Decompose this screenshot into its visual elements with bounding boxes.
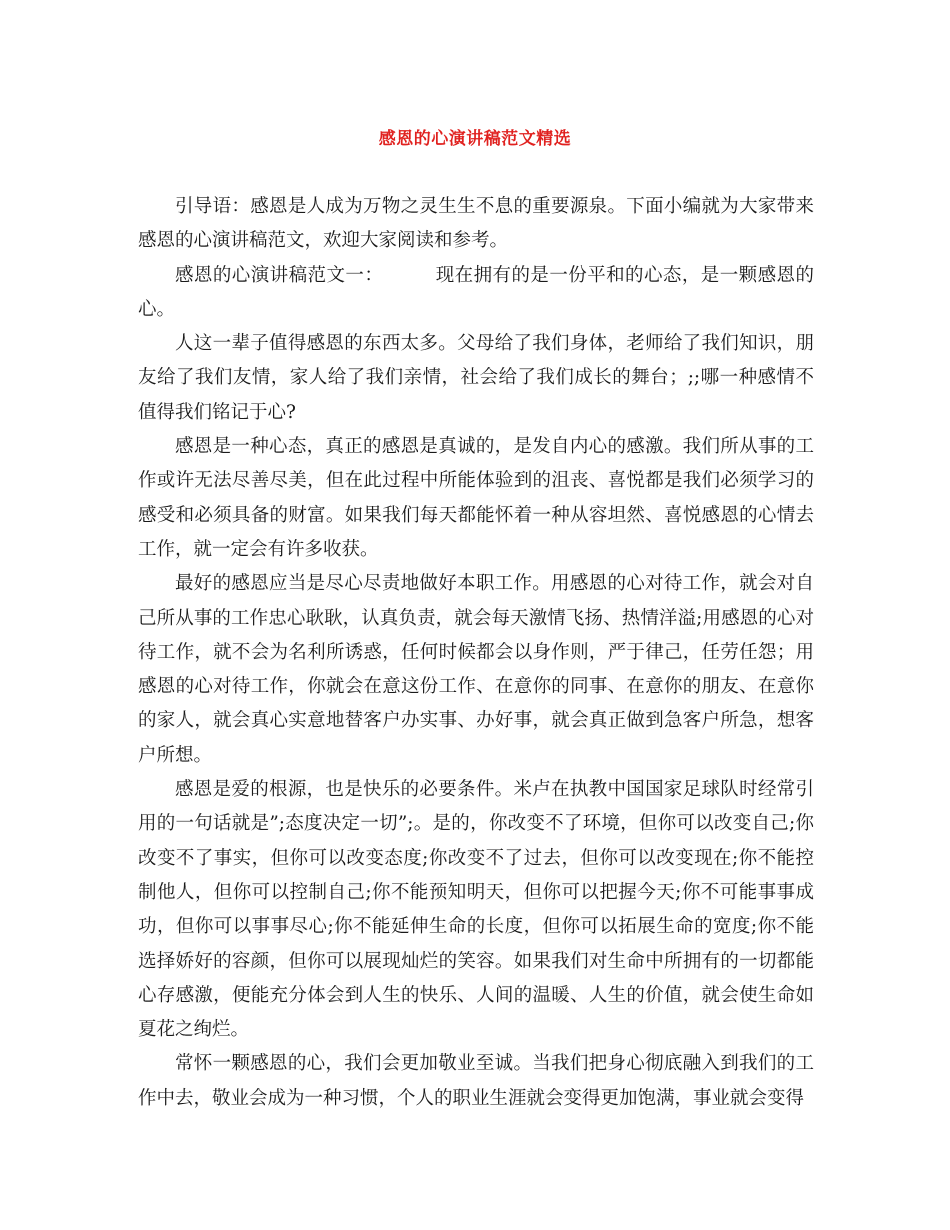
section-heading-paragraph bbox=[138, 259, 814, 328]
body-paragraph: 感恩是一种心态，真正的感恩是真诚的，是发自内心的感激。我们所从事的工作或许无法尽善尽美，但在此过程中所能体验到的沮丧、喜悦都是我们必须学习的感受和必须具备的财富。如果我们每天都能怀着一种从容坦然、喜悦感恩的心情去工作，就一定会有许多收获。 bbox=[138, 436, 814, 560]
body-paragraph: 感恩是爱的根源，也是快乐的必要条件。米卢在执教中国国家足球队时经常引用的一句话就是”;态度决定一切”;。是的，你改变不了环境，但你可以改变自己;你改变不了事实，但你可以改变态度;你改变不了过去，但你可以改变现在;你不能控制他人，但你可以控制自己;你不能预知明天，但你可以把握今天;你不可能事事成功，但你可以事事尽心;你不能延伸生命的长度，但你可以拓展生命的宽度;你不能选择娇好的容颜，但你可以展现灿烂的笑容。如果我们对生命中所拥有的一切都能心存感激，便能充分体会到人生的快乐、人间的温暖、人生的价值，就会使生命如夏花之绚烂。 bbox=[138, 779, 814, 1041]
body-paragraph: 常怀一颗感恩的心，我们会更加敬业至诚。当我们把身心彻底融入到我们的工作中去，敬业会成为一种习惯，个人的职业生涯就会变得更加饱满，事业就会变得 bbox=[138, 1053, 814, 1109]
body-paragraph: 最好的感恩应当是尽心尽责地做好本职工作。用感恩的心对待工作，就会对自己所从事的工作忠心耿耿，认真负责，就会每天激情飞扬、热情洋溢;用感恩的心对待工作，就不会为名利所诱惑，任何时候都会以身作则，严于律己，任劳任怨；用感恩的心对待工作，你就会在意这份工作、在意你的同事、在意你的朋友、在意你的家人，就会真心实意地替客户办实事、办好事，就会真正做到急客户所急，想客户所想。 bbox=[138, 573, 814, 766]
section-heading: 感恩的心演讲稿范文一： bbox=[175, 264, 384, 286]
document-body bbox=[138, 190, 814, 1116]
intro-paragraph: 引导语：感恩是人成为万物之灵生生不息的重要源泉。下面小编就为大家带来感恩的心演讲稿范文，欢迎大家阅读和参考。 bbox=[138, 196, 814, 252]
section-lead: 现在拥有的是一份平和的心态，是一颗感恩的心。 bbox=[138, 264, 814, 320]
body-paragraph: 人这一辈子值得感恩的东西太多。父母给了我们身体，老师给了我们知识，朋友给了我们友情，家人给了我们亲情，社会给了我们成长的舞台；;;哪一种感情不值得我们铭记于心? bbox=[138, 333, 814, 423]
document-title: 感恩的心演讲稿范文精选 bbox=[378, 129, 572, 149]
